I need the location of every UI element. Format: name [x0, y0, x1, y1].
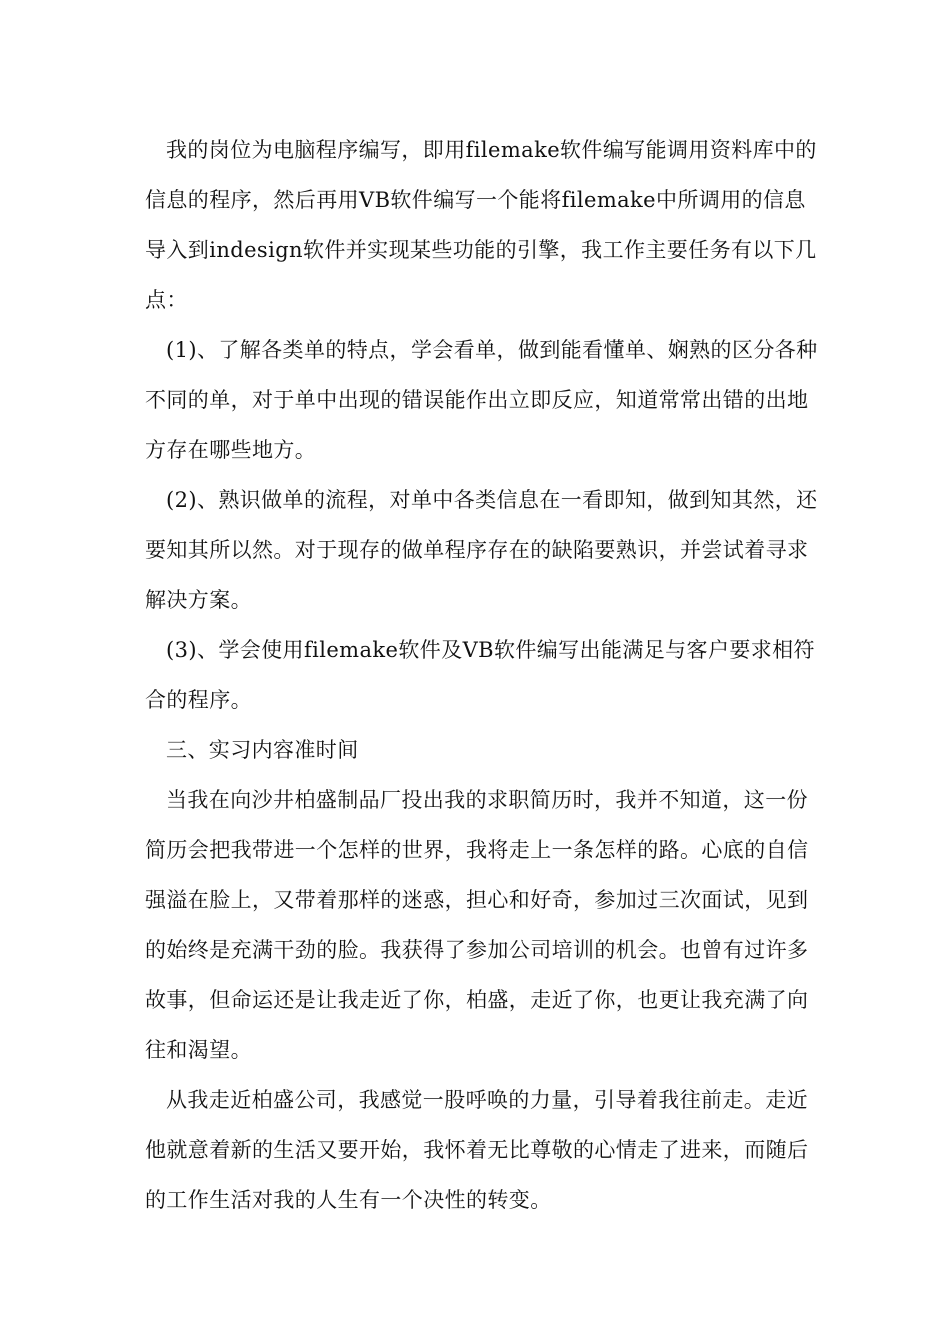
- paragraph-joining: 从我走近柏盛公司，我感觉一股呼唤的力量，引导着我往前走。走近他就意着新的生活又要开始，我怀着无比尊敬的心情走了进来，而随后的工作生活对我的人生有一个决性的转变。: [145, 1088, 809, 1212]
- section-heading: 三、实习内容准时间: [166, 738, 359, 762]
- paragraph-application: 当我在向沙井柏盛制品厂投出我的求职简历时，我并不知道，这一份简历会把我带进一个怎样的世界，我将走上一条怎样的路。心底的自信强溢在脸上，又带着那样的迷惑，担心和好奇，参加过三次面试，见到的始终是充满干劲的脸。我获得了参加公司培训的机会。也曾有过许多故事，但命运还是让我走近了你，柏盛，走近了你，也更让我充满了向往和渴望。: [145, 788, 809, 1062]
- paragraph-task-2: (2)、熟识做单的流程，对单中各类信息在一看即知，做到知其然，还要知其所以然。对于现存的做单程序存在的缺陷要熟识，并尝试着寻求解决方案。: [145, 488, 818, 612]
- paragraph-task-1: (1)、了解各类单的特点，学会看单，做到能看懂单、娴熟的区分各种不同的单，对于单中出现的错误能作出立即反应，知道常常出错的出地方存在哪些地方。: [145, 338, 818, 462]
- document-body: [145, 125, 825, 1225]
- paragraph-task-3: (3)、学会使用filemake软件及VB软件编写出能满足与客户要求相符合的程序。: [145, 638, 815, 712]
- paragraph-job-description: 我的岗位为电脑程序编写，即用filemake软件编写能调用资料库中的信息的程序，然后再用VB软件编写一个能将filemake中所调用的信息导入到indesign软件并实现某些功能的引擎，我工作主要任务有以下几点：: [145, 138, 817, 312]
